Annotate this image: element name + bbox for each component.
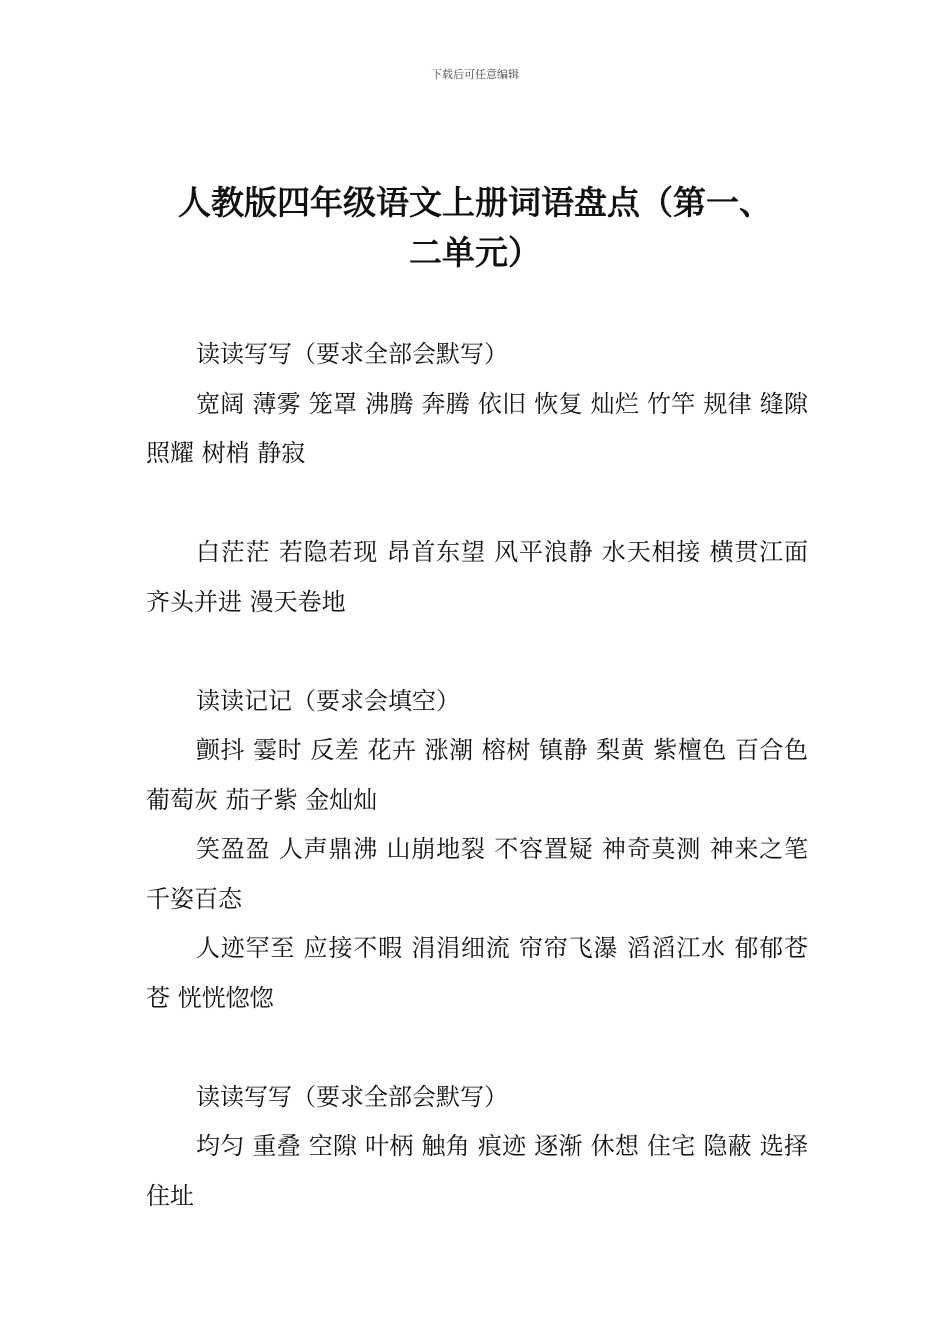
section-2-word-list-3: 人迹罕至 应接不暇 涓涓细流 帘帘飞瀑 滔滔江水 郁郁苍苍 恍恍惚惚 bbox=[146, 934, 808, 1012]
paragraph-gap bbox=[146, 627, 808, 677]
section-2-word-list-1: 颤抖 霎时 反差 花卉 涨潮 榕树 镇静 梨黄 紫檀色 百合色 葡萄灰 茄子紫 金灿灿 bbox=[146, 736, 808, 814]
title-line-1: 人教版四年级语文上册词语盘点（第一、 bbox=[178, 183, 772, 222]
document-body bbox=[146, 330, 808, 1221]
section-1-word-list-2: 白茫茫 若隐若现 昂首东望 风平浪静 水天相接 横贯江面 齐头并进 漫天卷地 bbox=[146, 538, 808, 616]
paragraph-gap bbox=[146, 1023, 808, 1073]
document-title bbox=[140, 178, 810, 278]
title-line-2: 二单元） bbox=[409, 233, 541, 272]
section-3-word-list-1: 均匀 重叠 空隙 叶柄 触角 痕迹 逐渐 休想 住宅 隐蔽 选择 住址 bbox=[146, 1132, 808, 1210]
section-2-heading: 读读记记（要求会填空） bbox=[196, 686, 460, 715]
section-2-word-list-2: 笑盈盈 人声鼎沸 山崩地裂 不容置疑 神奇莫测 神来之笔 千姿百态 bbox=[146, 835, 808, 913]
page-header-note: 下载后可任意编辑 bbox=[431, 68, 519, 81]
section-1-heading: 读读写写（要求全部会默写） bbox=[196, 340, 508, 368]
paragraph-gap bbox=[146, 479, 808, 529]
section-3-heading: 读读写写（要求全部会默写） bbox=[196, 1082, 508, 1111]
section-1-word-list-1: 宽阔 薄雾 笼罩 沸腾 奔腾 依旧 恢复 灿烂 竹竿 规律 缝隙 照耀 树梢 静寂 bbox=[146, 389, 808, 467]
